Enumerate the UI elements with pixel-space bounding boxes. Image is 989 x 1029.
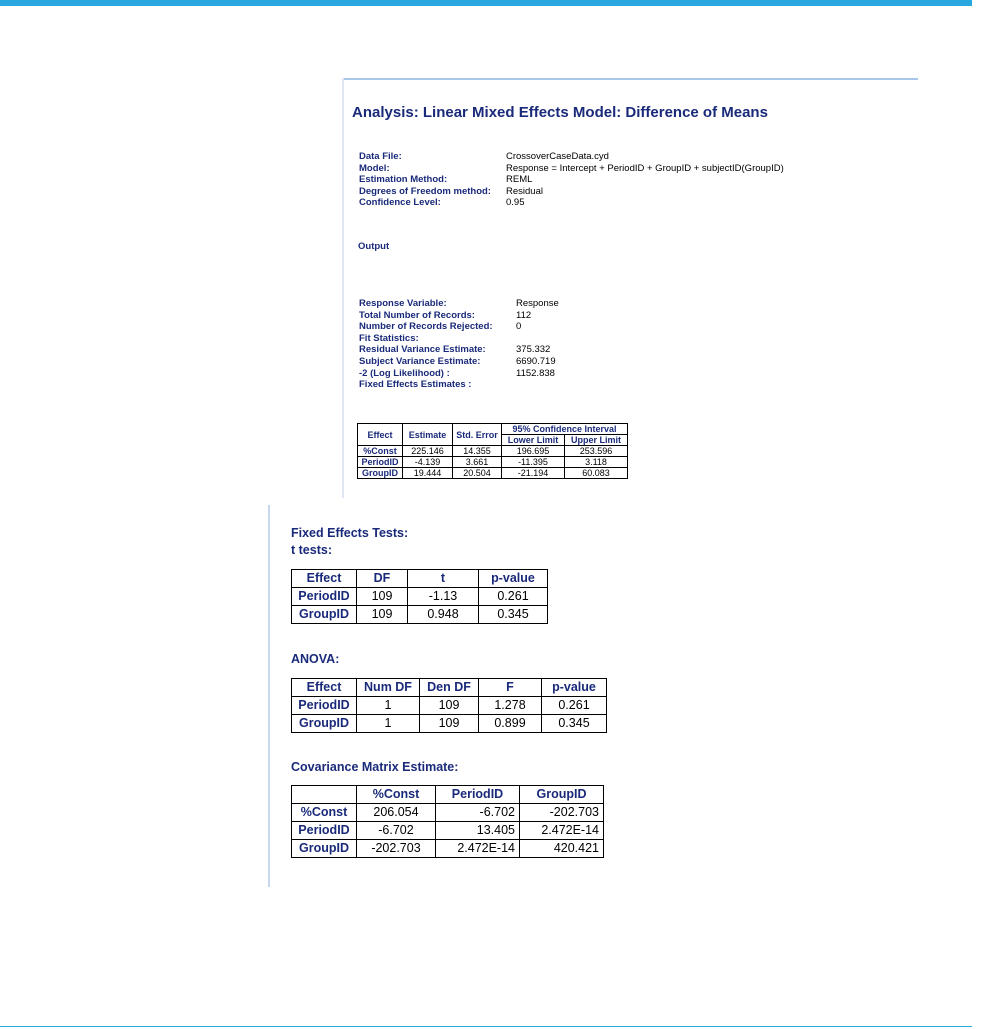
cell-den-df: 109 xyxy=(420,697,479,715)
cell-lower-limit: -11.395 xyxy=(502,457,565,468)
setting-row xyxy=(359,174,784,186)
cell-groupid: -202.703 xyxy=(520,804,604,822)
table-row xyxy=(292,804,604,822)
cell-std-error: 20.504 xyxy=(453,468,502,479)
col-df: DF xyxy=(357,570,408,588)
cell-num-df: 1 xyxy=(357,697,420,715)
col-estimate: Estimate xyxy=(403,424,453,446)
table-row xyxy=(292,715,607,733)
fixed-effects-tests-heading: Fixed Effects Tests: xyxy=(291,526,409,540)
cell-upper-limit: 253.596 xyxy=(565,446,628,457)
setting-row xyxy=(359,151,784,163)
cell-t: 0.948 xyxy=(408,606,479,624)
row-label: PeriodID xyxy=(292,588,357,606)
col-std-error: Std. Error xyxy=(453,424,502,446)
row-label: PeriodID xyxy=(292,697,357,715)
row-label: GroupID xyxy=(292,606,357,624)
table-header-row xyxy=(358,424,628,435)
cell-p-value: 0.345 xyxy=(542,715,607,733)
col-effect: Effect xyxy=(358,424,403,446)
cell-p-value: 0.261 xyxy=(479,588,548,606)
stat-label: Number of Records Rejected: xyxy=(359,321,493,333)
col-num-df: Num DF xyxy=(357,679,420,697)
stat-value: 6690.719 xyxy=(516,355,556,367)
cell-num-df: 1 xyxy=(357,715,420,733)
table-header-row xyxy=(292,679,607,697)
setting-value: REML xyxy=(506,174,533,186)
cell-periodid: 2.472E-14 xyxy=(436,840,520,858)
table-row xyxy=(292,697,607,715)
stat-value: 1152.838 xyxy=(516,367,555,379)
cell-periodid: 13.405 xyxy=(436,822,520,840)
cell-f: 1.278 xyxy=(479,697,542,715)
setting-label: Estimation Method: xyxy=(359,174,448,186)
setting-label: Degrees of Freedom method: xyxy=(359,185,491,197)
analysis-settings xyxy=(359,151,784,209)
stat-value: 112 xyxy=(516,309,532,321)
stat-label: -2 (Log Likelihood) : xyxy=(359,367,450,379)
stat-row xyxy=(359,298,559,310)
t-tests-heading: t tests: xyxy=(291,543,332,557)
stat-label: Response Variable: xyxy=(359,298,447,309)
cell-periodid: -6.702 xyxy=(436,804,520,822)
stat-label: Subject Variance Estimate: xyxy=(359,355,481,367)
stat-label: Residual Variance Estimate: xyxy=(359,344,486,356)
stat-row xyxy=(359,321,559,333)
col-periodid: PeriodID xyxy=(436,786,520,804)
col-lower-limit: Lower Limit xyxy=(502,435,565,446)
col-effect: Effect xyxy=(292,679,357,697)
row-label: GroupID xyxy=(292,715,357,733)
setting-value: 0.95 xyxy=(506,197,525,209)
setting-value: Residual xyxy=(506,185,543,197)
stat-row xyxy=(359,356,559,368)
col-effect: Effect xyxy=(292,570,357,588)
cell-std-error: 3.661 xyxy=(453,457,502,468)
setting-label: Data File: xyxy=(359,151,402,162)
cell-df: 109 xyxy=(357,606,408,624)
cell-lower-limit: 196.695 xyxy=(502,446,565,457)
row-label: GroupID xyxy=(292,840,357,858)
setting-label: Confidence Level: xyxy=(359,197,441,209)
panel-top-rule xyxy=(342,78,918,80)
row-label: PeriodID xyxy=(358,457,403,468)
stat-row xyxy=(359,368,559,380)
fixed-effects-estimates-table xyxy=(357,423,628,479)
stat-row xyxy=(359,310,559,322)
cell-p-value: 0.261 xyxy=(542,697,607,715)
top-accent-bar xyxy=(0,0,972,6)
anova-table xyxy=(291,678,607,733)
setting-row xyxy=(359,186,784,198)
cell-p-value: 0.345 xyxy=(479,606,548,624)
table-row xyxy=(358,457,628,468)
cell-lower-limit: -21.194 xyxy=(502,468,565,479)
cell-const: -6.702 xyxy=(357,822,436,840)
stat-row xyxy=(359,333,559,345)
anova-heading: ANOVA: xyxy=(291,652,340,666)
cell-df: 109 xyxy=(357,588,408,606)
cell-upper-limit: 3.118 xyxy=(565,457,628,468)
covariance-matrix-table xyxy=(291,785,604,858)
cell-estimate: 225.146 xyxy=(403,446,453,457)
col-const: %Const xyxy=(357,786,436,804)
col-p-value: p-value xyxy=(542,679,607,697)
cell-den-df: 109 xyxy=(420,715,479,733)
col-p-value: p-value xyxy=(479,570,548,588)
col-confidence-interval: 95% Confidence Interval xyxy=(502,424,628,435)
covariance-heading: Covariance Matrix Estimate: xyxy=(291,760,459,774)
table-row xyxy=(358,468,628,479)
row-label: PeriodID xyxy=(292,822,357,840)
table-row xyxy=(292,840,604,858)
stat-row xyxy=(359,379,559,391)
stat-value: 0 xyxy=(516,321,522,333)
table-row xyxy=(292,822,604,840)
col-t: t xyxy=(408,570,479,588)
table-row xyxy=(292,588,548,606)
row-label: GroupID xyxy=(358,468,403,479)
cell-const: -202.703 xyxy=(357,840,436,858)
table-header-row xyxy=(292,786,604,804)
setting-value: CrossoverCaseData.cyd xyxy=(506,151,609,162)
stat-label: Fit Statistics: xyxy=(359,332,419,344)
stat-label: Fixed Effects Estimates : xyxy=(359,379,472,391)
cell-groupid: 420.421 xyxy=(520,840,604,858)
setting-label: Model: xyxy=(359,162,390,174)
cell-estimate: 19.444 xyxy=(403,468,453,479)
analysis-title: Analysis: Linear Mixed Effects Model: Difference of Means xyxy=(352,104,768,121)
stat-row xyxy=(359,344,559,356)
cell-upper-limit: 60.083 xyxy=(565,468,628,479)
analysis-stats xyxy=(359,298,559,391)
cell-f: 0.899 xyxy=(479,715,542,733)
col-upper-limit: Upper Limit xyxy=(565,435,628,446)
bottom-rule xyxy=(0,1026,972,1027)
t-tests-table xyxy=(291,569,548,624)
setting-row xyxy=(359,197,784,209)
analysis-panel xyxy=(342,78,918,498)
tests-panel-left-rule xyxy=(268,505,270,887)
col-den-df: Den DF xyxy=(420,679,479,697)
table-row xyxy=(292,606,548,624)
setting-value: Response = Intercept + PeriodID + GroupID + subjectID(GroupID) xyxy=(506,162,784,174)
col-corner xyxy=(292,786,357,804)
cell-std-error: 14.355 xyxy=(453,446,502,457)
cell-estimate: -4.139 xyxy=(403,457,453,468)
row-label: %Const xyxy=(292,804,357,822)
stat-value: 375.332 xyxy=(516,344,551,356)
cell-const: 206.054 xyxy=(357,804,436,822)
output-label: Output xyxy=(358,241,390,252)
stat-label: Total Number of Records: xyxy=(359,309,475,321)
stat-value: Response xyxy=(516,298,559,309)
table-header-row xyxy=(292,570,548,588)
col-groupid: GroupID xyxy=(520,786,604,804)
table-row xyxy=(358,446,628,457)
setting-row xyxy=(359,163,784,175)
row-label: %Const xyxy=(358,446,403,457)
cell-groupid: 2.472E-14 xyxy=(520,822,604,840)
cell-t: -1.13 xyxy=(408,588,479,606)
col-f: F xyxy=(479,679,542,697)
panel-left-rule xyxy=(342,78,344,498)
